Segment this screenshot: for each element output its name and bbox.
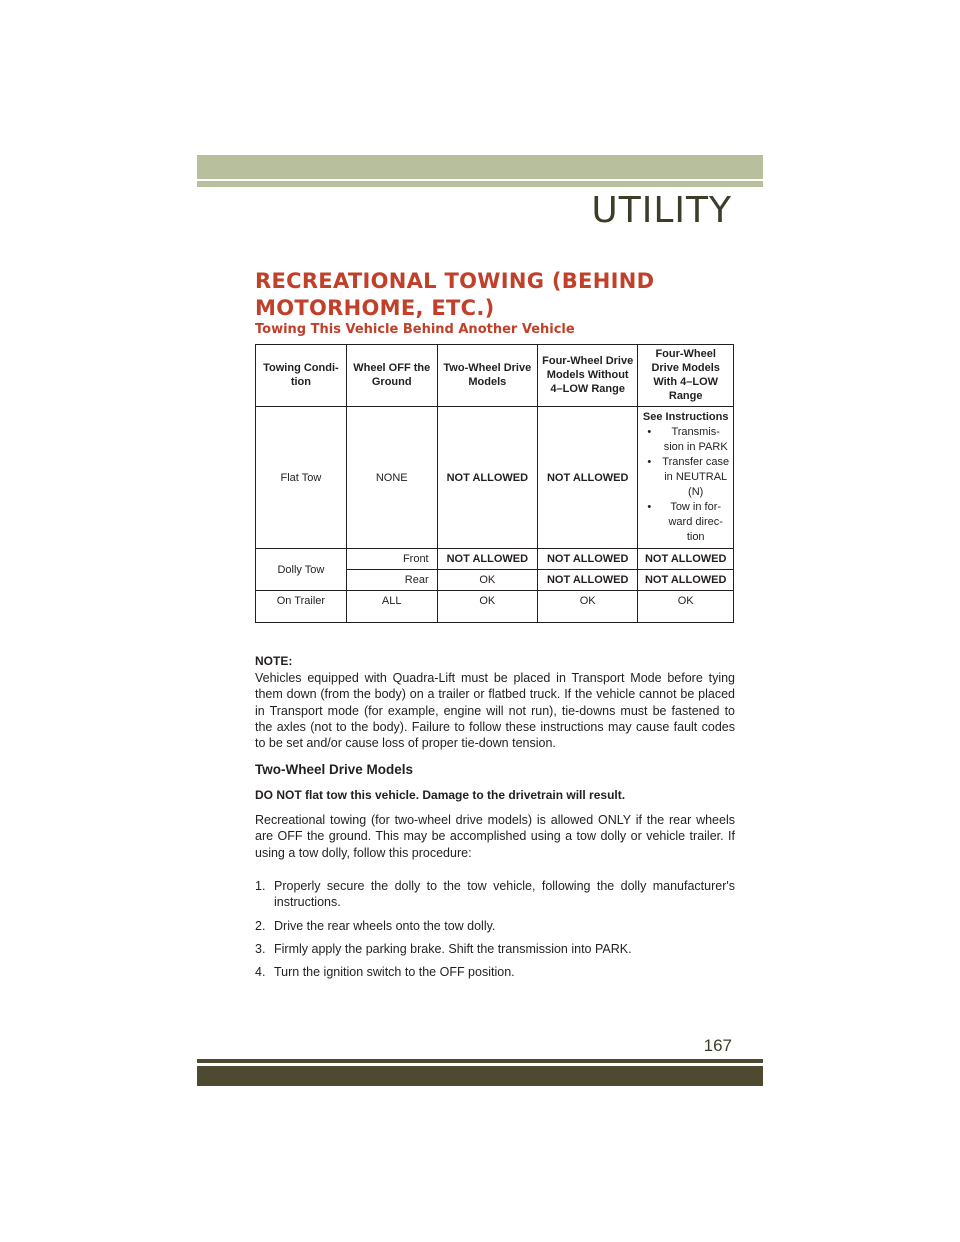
page-number: 167 (703, 1036, 732, 1055)
cell-four-wd-no-low: NOT ALLOWED (538, 570, 638, 591)
list-item: 1. Properly secure the dolly to the tow vehicle, following the dolly manufacturer's instructions. (255, 879, 735, 910)
cell-four-wd-no-low: OK (538, 591, 638, 623)
subheading: Towing This Vehicle Behind Another Vehicle (255, 322, 575, 337)
instructions-list (641, 425, 730, 545)
list-item: 2. Drive the rear wheels onto the tow dolly. (255, 918, 496, 933)
header-wheel-off: Wheel OFF the Ground (346, 345, 437, 407)
header-four-wheel-low: Four-Wheel Drive Models With 4–LOW Range (638, 345, 734, 407)
cell-four-wd-low: OK (638, 591, 734, 623)
page-heading: RECREATIONAL TOWING (BEHIND MOTORHOME, ETC.) (255, 269, 655, 320)
table-row-dolly-front (256, 549, 734, 570)
cell-instructions (638, 407, 734, 549)
table-row-flat-tow (256, 407, 734, 549)
cell-two-wd: NOT ALLOWED (437, 407, 537, 549)
cell-four-wd-low: NOT ALLOWED (638, 549, 734, 570)
list-item: 3. Firmly apply the parking brake. Shift the transmission into PARK. (255, 941, 632, 956)
cell-condition: Dolly Tow (256, 549, 347, 591)
cell-two-wd: OK (437, 570, 537, 591)
instructions-title: See Instructions (642, 411, 729, 423)
header-four-wheel-no-low: Four-Wheel Drive Models Without 4–LOW Range (538, 345, 638, 407)
cell-condition: On Trailer (256, 591, 347, 623)
header-band (197, 155, 763, 179)
header-two-wheel: Two-Wheel Drive Models (437, 345, 537, 407)
two-wheel-intro: Recreational towing (for two-wheel drive models) is allowed ONLY if the rear wheels are OFF the ground. This may be accomplished using a tow dolly or vehicle trailer. If using a tow dolly, follow this procedure: (255, 813, 735, 860)
cell-condition: Flat Tow (256, 407, 347, 549)
table-header-row (256, 345, 734, 407)
footer-band (197, 1066, 763, 1086)
cell-wheel: Rear (346, 570, 437, 591)
cell-four-wd-low: NOT ALLOWED (638, 570, 734, 591)
towing-table (255, 344, 734, 623)
cell-wheel: NONE (346, 407, 437, 549)
header-rule (197, 181, 763, 187)
list-item: • Tow in for-ward direc-tion (647, 500, 730, 545)
header-towing-condition: Towing Condi-tion (256, 345, 347, 407)
table-row-on-trailer (256, 591, 734, 623)
cell-wheel: ALL (346, 591, 437, 623)
procedure-steps (255, 878, 735, 987)
list-item: • Transfer case in NEUTRAL (N) (647, 455, 730, 500)
two-wheel-warning: DO NOT flat tow this vehicle. Damage to the drivetrain will result. (255, 788, 626, 802)
cell-wheel: Front (346, 549, 437, 570)
two-wheel-heading: Two-Wheel Drive Models (255, 762, 414, 777)
cell-four-wd-no-low: NOT ALLOWED (538, 549, 638, 570)
list-item: 4. Turn the ignition switch to the OFF position. (255, 965, 515, 980)
section-title: UTILITY (591, 190, 732, 231)
footer-rule (197, 1059, 763, 1063)
cell-four-wd-no-low: NOT ALLOWED (538, 407, 638, 549)
cell-two-wd: NOT ALLOWED (437, 549, 537, 570)
note-label: NOTE: (255, 654, 293, 668)
note-text: Vehicles equipped with Quadra-Lift must be placed in Transport Mode before tying them down (from the body) on a trailer or flatbed truck. If the vehicle cannot be placed in Transport mode (for example, engine will not run), tie-downs must be fastened to the axles (not to the body). Failure to follow these instructions may cause fault codes to be set and/or cause loss of proper tie-down tension. (255, 671, 735, 751)
list-item: • Transmis-sion in PARK (647, 425, 730, 455)
cell-two-wd: OK (437, 591, 537, 623)
